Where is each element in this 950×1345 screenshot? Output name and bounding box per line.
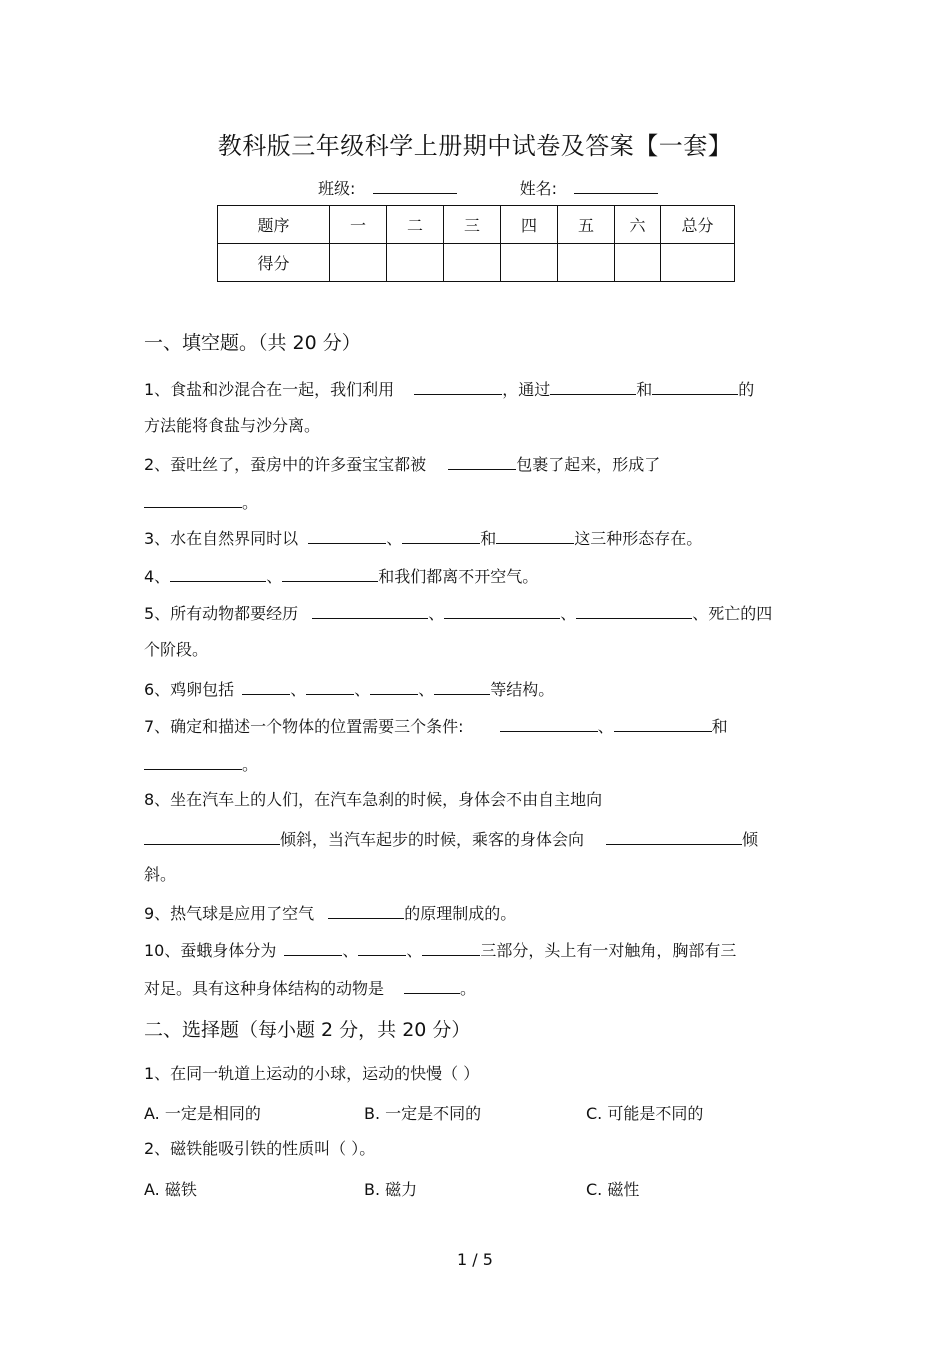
score-input-cell <box>387 244 444 282</box>
q10-text: 三部分，头上有一对触角，胸部有三 <box>480 941 737 960</box>
blank <box>284 939 342 956</box>
q4-text: 和我们都离不开空气。 <box>378 567 539 586</box>
q5-text: 、 <box>560 604 577 623</box>
question-8: 8、坐在汽车上的人们，在汽车急刹的时候，身体会不由自主地向 <box>144 790 603 809</box>
score-cell: 四 <box>501 206 558 244</box>
q5-text: 5、所有动物都要经历 <box>144 604 299 623</box>
mc-q1-option-a: A. 一定是相同的 <box>144 1104 261 1123</box>
blank <box>496 527 574 544</box>
blank <box>652 378 738 395</box>
mc-q2-option-b: B. 磁力 <box>364 1180 418 1199</box>
page-number: 1 / 5 <box>457 1250 493 1269</box>
q6-text: 、 <box>290 680 307 699</box>
q9-text: 9、热气球是应用了空气 <box>144 904 315 923</box>
mc-q2-option-c: C. 磁性 <box>586 1180 640 1199</box>
score-cell: 三 <box>444 206 501 244</box>
mc-question-2: 2、磁铁能吸引铁的性质叫（ ）。 <box>144 1139 376 1158</box>
blank <box>308 527 386 544</box>
q6-text: 、 <box>418 680 435 699</box>
mc-question-1: 1、在同一轨道上运动的小球，运动的快慢（ ） <box>144 1064 480 1083</box>
blank <box>614 715 712 732</box>
blank <box>358 939 406 956</box>
blank <box>422 939 480 956</box>
score-input-cell <box>501 244 558 282</box>
q5-text: 、 <box>428 604 445 623</box>
q4-text: 4、 <box>144 567 171 586</box>
q7-text: 、 <box>597 717 614 736</box>
score-cell: 得分 <box>218 244 330 282</box>
q3-text: 3、水在自然界同时以 <box>144 529 299 548</box>
score-cell: 题序 <box>218 206 330 244</box>
score-cell: 一 <box>330 206 387 244</box>
score-cell: 二 <box>387 206 444 244</box>
q6-text: 等结构。 <box>490 680 555 699</box>
score-cell: 六 <box>615 206 661 244</box>
score-input-cell <box>558 244 615 282</box>
score-cell: 总分 <box>661 206 735 244</box>
mc-q1-option-c: C. 可能是不同的 <box>586 1104 704 1123</box>
class-blank <box>373 177 457 194</box>
question-9 <box>144 902 516 924</box>
q1-text: 1、食盐和沙混合在一起，我们利用 <box>144 380 395 399</box>
blank <box>282 565 378 582</box>
blank <box>448 453 516 470</box>
blank <box>306 678 354 695</box>
name-blank <box>574 177 658 194</box>
q9-text: 的原理制成的。 <box>404 904 517 923</box>
blank <box>402 527 480 544</box>
q6-text: 、 <box>354 680 371 699</box>
q10-text: 、 <box>406 941 423 960</box>
blank <box>144 828 280 845</box>
score-table-header-row <box>218 206 735 244</box>
score-input-cell <box>330 244 387 282</box>
q2-text: 包裹了起来，形成了 <box>516 455 661 474</box>
q10-text: 10、蚕蛾身体分为 <box>144 941 277 960</box>
q2-text: 。 <box>242 493 259 512</box>
q7-text: 和 <box>711 717 728 736</box>
q6-text: 6、鸡卵包括 <box>144 680 235 699</box>
q8-text: 倾斜，当汽车起步的时候，乘客的身体会向 <box>280 830 585 849</box>
question-10-line2 <box>144 977 476 999</box>
blank <box>370 678 418 695</box>
section1-heading: 一、填空题。（共 20 分） <box>144 332 361 354</box>
question-10 <box>144 939 736 961</box>
q7-text: 。 <box>242 755 259 774</box>
score-input-cell <box>444 244 501 282</box>
mc-q1-option-b: B. 一定是不同的 <box>364 1104 482 1123</box>
q10-text: 。 <box>460 979 477 998</box>
mc-q2-option-a: A. 磁铁 <box>144 1180 197 1199</box>
q4-text: 、 <box>266 567 283 586</box>
question-3 <box>144 527 702 549</box>
question-2 <box>144 453 660 475</box>
q1-text: ，通过 <box>502 380 551 399</box>
blank <box>500 715 598 732</box>
q2-text: 2、蚕吐丝了，蚕房中的许多蚕宝宝都被 <box>144 455 427 474</box>
score-input-cell <box>661 244 735 282</box>
name-label: 姓名: <box>519 179 557 198</box>
blank <box>550 378 636 395</box>
question-8-line3: 斜。 <box>144 865 177 884</box>
q10-text: 、 <box>342 941 359 960</box>
class-label: 班级: <box>318 179 356 198</box>
blank <box>242 678 290 695</box>
question-1-line2: 方法能将食盐与沙分离。 <box>144 416 321 435</box>
score-input-cell <box>615 244 661 282</box>
score-cell: 五 <box>558 206 615 244</box>
blank <box>404 977 460 994</box>
blank <box>434 678 490 695</box>
question-4 <box>144 565 538 587</box>
section2-heading: 二、选择题（每小题 2 分，共 20 分） <box>144 1019 471 1041</box>
question-5 <box>144 602 772 624</box>
q1-text: 的 <box>738 380 755 399</box>
question-5-line2: 个阶段。 <box>144 640 209 659</box>
blank <box>444 602 560 619</box>
blank <box>144 753 242 770</box>
question-6 <box>144 678 554 700</box>
question-1 <box>144 378 754 400</box>
blank <box>414 378 502 395</box>
blank <box>606 828 742 845</box>
blank <box>170 565 266 582</box>
question-7 <box>144 715 728 737</box>
blank <box>328 902 404 919</box>
question-8-line2 <box>144 828 758 850</box>
q3-text: 、 <box>386 529 403 548</box>
score-table-score-row <box>218 244 735 282</box>
q10-text: 对足。具有这种身体结构的动物是 <box>144 979 385 998</box>
blank <box>144 491 242 508</box>
q1-text: 和 <box>636 380 653 399</box>
student-info <box>318 176 658 199</box>
question-2-line2 <box>144 491 258 513</box>
blank <box>312 602 428 619</box>
q3-text: 和 <box>480 529 497 548</box>
q3-text: 这三种形态存在。 <box>574 529 703 548</box>
blank <box>576 602 692 619</box>
q7-text: 7、确定和描述一个物体的位置需要三个条件: <box>144 717 464 736</box>
page-title: 教科版三年级科学上册期中试卷及答案【一套】 <box>217 132 733 160</box>
score-table <box>217 205 735 282</box>
q5-text: 、死亡的四 <box>692 604 773 623</box>
q8-text: 倾 <box>742 830 759 849</box>
question-7-line2 <box>144 753 258 775</box>
